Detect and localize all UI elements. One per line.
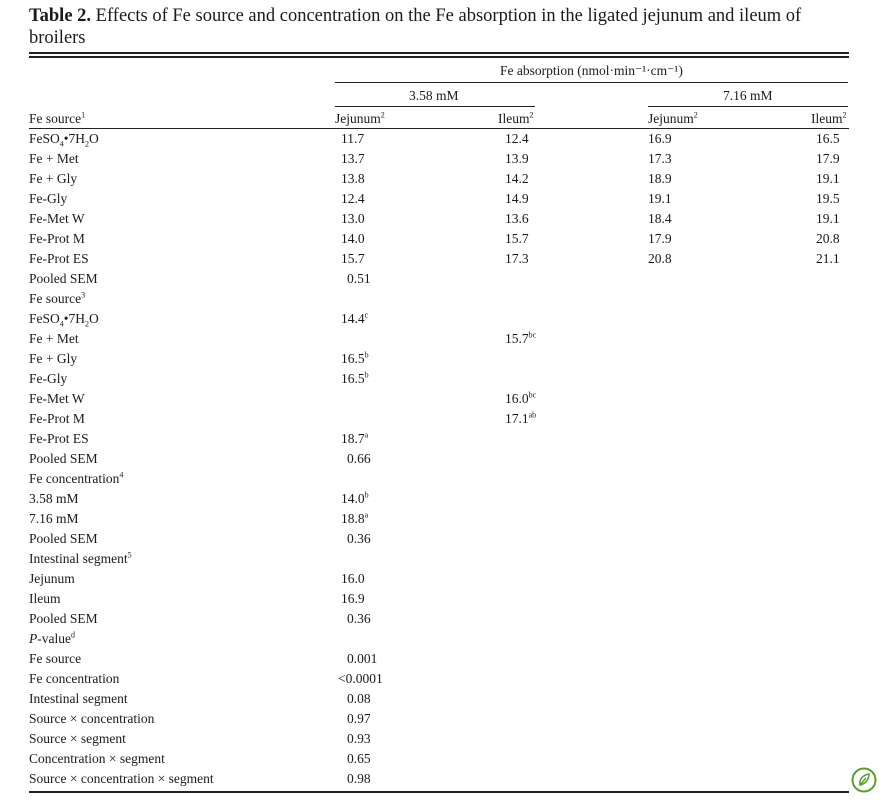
table-cell: 0.65	[347, 751, 371, 766]
table-row-label: 3.58 mM	[29, 491, 79, 506]
table-cell: 19.1	[648, 191, 672, 206]
table-row-label: Fe source	[29, 651, 82, 666]
conc-rule-1	[335, 106, 535, 107]
table-cell: 13.9	[505, 151, 529, 166]
conc-header-1: 3.58 mM	[409, 88, 459, 103]
table-cell: 19.1	[816, 171, 840, 186]
table-label: Table 2.	[29, 6, 92, 26]
table-row-label: Fe concentration	[29, 671, 120, 686]
pooled-sem-label: Pooled SEM	[29, 611, 98, 626]
table-cell: 0.001	[347, 651, 378, 666]
table-row-label: Fe-Prot M	[29, 231, 85, 246]
table-cell: 0.97	[347, 711, 371, 726]
table-row-label: Fe + Gly	[29, 351, 78, 366]
table-cell: 17.9	[816, 151, 840, 166]
section-fe-concentration: Fe concentration$^4$	[29, 470, 124, 486]
table-cell: 14.0$^b$	[341, 490, 369, 506]
table-title	[29, 5, 859, 49]
table-cell: 0.08	[347, 691, 371, 706]
table-cell: 16.0$^{bc}$	[505, 390, 537, 406]
table-row-label: Ileum	[29, 591, 61, 606]
table-row-label: Source × concentration × segment	[29, 771, 214, 786]
col-header-ileum-2: Ileum$^2$	[811, 110, 847, 126]
table-cell: 15.7$^{bc}$	[505, 330, 537, 346]
table-row-label: Fe-Prot M	[29, 411, 85, 426]
pooled-sem-label: Pooled SEM	[29, 271, 98, 286]
table-cell: 14.4$^c$	[341, 310, 369, 326]
table-cell: 14.9	[505, 191, 529, 206]
table-row-label: $FeSO_4•7H_2O$	[29, 131, 99, 149]
pooled-sem-value: 0.36	[347, 611, 371, 626]
table-cell: 16.0	[341, 571, 365, 586]
leaf-logo-icon	[851, 767, 877, 793]
spanner-rule	[335, 82, 848, 83]
table-row-label: Jejunum	[29, 571, 75, 586]
table-cell: 16.5$^b$	[341, 370, 369, 386]
table-row-label: Fe-Prot ES	[29, 251, 89, 266]
table-cell: 17.1$^{ab}$	[505, 410, 537, 426]
table-cell: 0.98	[347, 771, 371, 786]
table-cell: 16.9	[648, 131, 672, 146]
col-header-jejunum-2: Jejunum$^2$	[648, 110, 698, 126]
table-cell: 16.5$^b$	[341, 350, 369, 366]
pooled-sem-label: Pooled SEM	[29, 451, 98, 466]
table-cell: 15.7	[341, 251, 365, 266]
pooled-sem-value: 0.36	[347, 531, 371, 546]
pooled-sem-value: 0.51	[347, 271, 371, 286]
bottom-rule	[29, 791, 849, 793]
table-cell: 13.0	[341, 211, 365, 226]
table-cell: 17.3	[648, 151, 672, 166]
table-cell: 13.6	[505, 211, 529, 226]
table-cell: 21.1	[816, 251, 840, 266]
table-cell: 12.4	[341, 191, 365, 206]
top-rule-2	[29, 56, 849, 58]
table-row-label: Source × segment	[29, 731, 126, 746]
section-fe-source: Fe source$^3$	[29, 290, 86, 306]
table-cell: 15.7	[505, 231, 529, 246]
conc-header-2: 7.16 mM	[723, 88, 773, 103]
table-cell: 13.7	[341, 151, 365, 166]
table-row-label: Fe-Gly	[29, 371, 68, 386]
table-cell: 14.0	[341, 231, 365, 246]
spanner-header: Fe absorption (nmol·min⁻¹·cm⁻¹)	[500, 63, 683, 78]
table-cell: 19.1	[816, 211, 840, 226]
table-row-label: Fe-Prot ES	[29, 431, 89, 446]
table-cell: 17.3	[505, 251, 529, 266]
table-cell: 18.9	[648, 171, 672, 186]
section-p-value: P-value$^d$	[29, 630, 75, 646]
table-cell: 16.9	[341, 591, 365, 606]
table-row-label: Fe + Met	[29, 331, 79, 346]
table-cell: 16.5	[816, 131, 840, 146]
table-row-label: Fe-Met W	[29, 211, 85, 226]
table-cell: 11.7	[341, 131, 365, 146]
table-caption: Effects of Fe source and concentration on the Fe absorption in the ligated jejunum and ileum of broilers	[29, 6, 802, 48]
table-cell: 17.9	[648, 231, 672, 246]
conc-rule-2	[648, 106, 848, 107]
table-row-label: Fe + Met	[29, 151, 79, 166]
col-header-jejunum-1: Jejunum$^2$	[335, 110, 385, 126]
table-row-label: Source × concentration	[29, 711, 155, 726]
table-cell: 0.93	[347, 731, 371, 746]
table-cell: 13.8	[341, 171, 365, 186]
table-cell: 14.2	[505, 171, 529, 186]
pooled-sem-value: 0.66	[347, 451, 371, 466]
table-row-label: Concentration × segment	[29, 751, 165, 766]
table-row-label: Intestinal segment	[29, 691, 128, 706]
table-cell: 19.5	[816, 191, 840, 206]
table-cell: 18.7$^a$	[341, 430, 369, 446]
col-header-ileum-1: Ileum$^2$	[498, 110, 534, 126]
table-row-label: Fe-Met W	[29, 391, 85, 406]
header-bottom-rule	[29, 128, 849, 129]
table-cell: <0.0001	[338, 671, 383, 686]
table-cell: 18.4	[648, 211, 672, 226]
table-cell: 20.8	[816, 231, 840, 246]
table-cell: 18.8$^a$	[341, 510, 369, 526]
table-row-label: Fe + Gly	[29, 171, 78, 186]
top-rule	[29, 52, 849, 54]
table-row-label: $FeSO_4•7H_2O$	[29, 311, 99, 329]
table-row-label: Fe-Gly	[29, 191, 68, 206]
table-row-label: 7.16 mM	[29, 511, 79, 526]
col-header-source: Fe source$^1$	[29, 110, 86, 126]
pooled-sem-label: Pooled SEM	[29, 531, 98, 546]
section-intestinal-segment: Intestinal segment$^5$	[29, 550, 132, 566]
table-cell: 20.8	[648, 251, 672, 266]
table-cell: 12.4	[505, 131, 529, 146]
